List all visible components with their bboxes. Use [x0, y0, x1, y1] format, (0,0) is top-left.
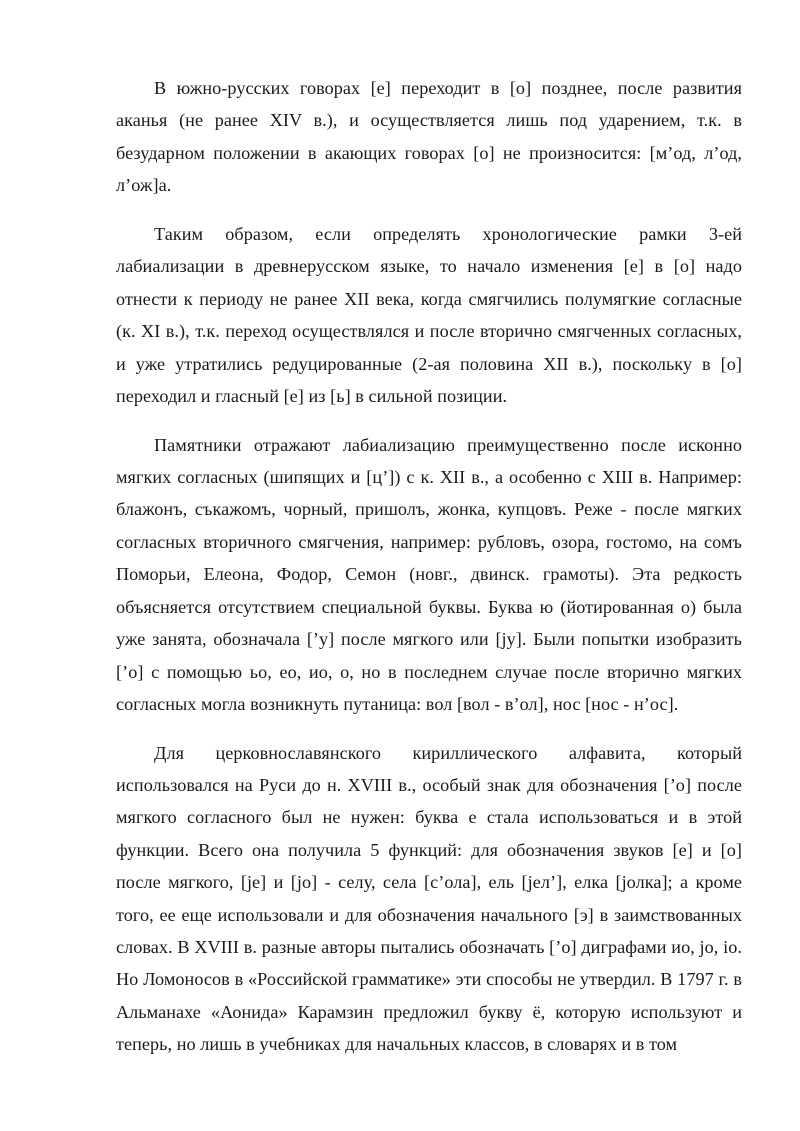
paragraph-monuments: Памятники отражают лабиализацию преимущественно после исконно мягких согласных (шипящих и [ц’]) с к. XII в., а особенно с XIII в. Например: блажонъ, съкажомъ, чорный, пришолъ, жонка, купцовъ. Реже - после мягких согласных вторичного смягчения, например: рубловъ, озора, гостомо, на сомъ Поморьи, Елеона, Фодор, Семон (новг., двинск. грамоты). Эта редкость объясняется отсутствием специальной буквы. Буква ю (йотированная о) была уже занята, обозначала [’у] после мягкого или [jу]. Были попытки изобразить [’о] с помощью ьо, ео, ио, о, но в последнем случае после вторично мягких согласных могла возникнуть путаница: вол [вол - в’ол], нос [нос - н’ос]. [116, 434, 742, 714]
paragraph-church-slavonic-alphabet: Для церковнославянского кириллического алфавита, который использовался на Руси до н. XVIII в., особый знак для обозначения [’о] после мягкого согласного был не нужен: буква е стала использоваться и в этой функции. Всего она получила 5 функций: для обозначения звуков [е] и [о] после мягкого, [jе] и [jо] - селу, села [с’ола], ель [jел’], елка [jолка]; а кроме того, ее еще использовали и для обозначения начального [э] в заимствованных словах. В XVIII в. разные авторы пытались обозначать [’о] диграфами ио, jo, io. Но Ломоносов в «Российской грамматике» эти способы не утвердил. В 1797 г. в Альманахе «Аонида» Карамзин предложил букву ё, которую используют и теперь, но лишь в учебниках для начальных классов, в словарях и в том [116, 742, 742, 1055]
paragraph-chronology: Таким образом, если определять хронологические рамки 3-ей лабиализации в древнерусском языке, то начало изменения [е] в [о] надо отнести к периоду не ранее XII века, когда смягчились полумягкие согласные (к. XI в.), т.к. переход осуществлялся и после вторично смягченных согласных, и уже утратились редуцированные (2-ая половина XII в.), поскольку в [о] переходил и гласный [е] из [ь] в сильной позиции. [116, 223, 742, 406]
paragraph-south-russian-dialects: В южно-русских говорах [е] переходит в [о] позднее, после развития аканья (не ранее XIV в.), и осуществляется лишь под ударением, т.к. в безударном положении в акающих говорах [о] не произносится: [м’од, л’од, л’ож]а. [116, 78, 742, 196]
document-page [116, 72, 742, 1061]
